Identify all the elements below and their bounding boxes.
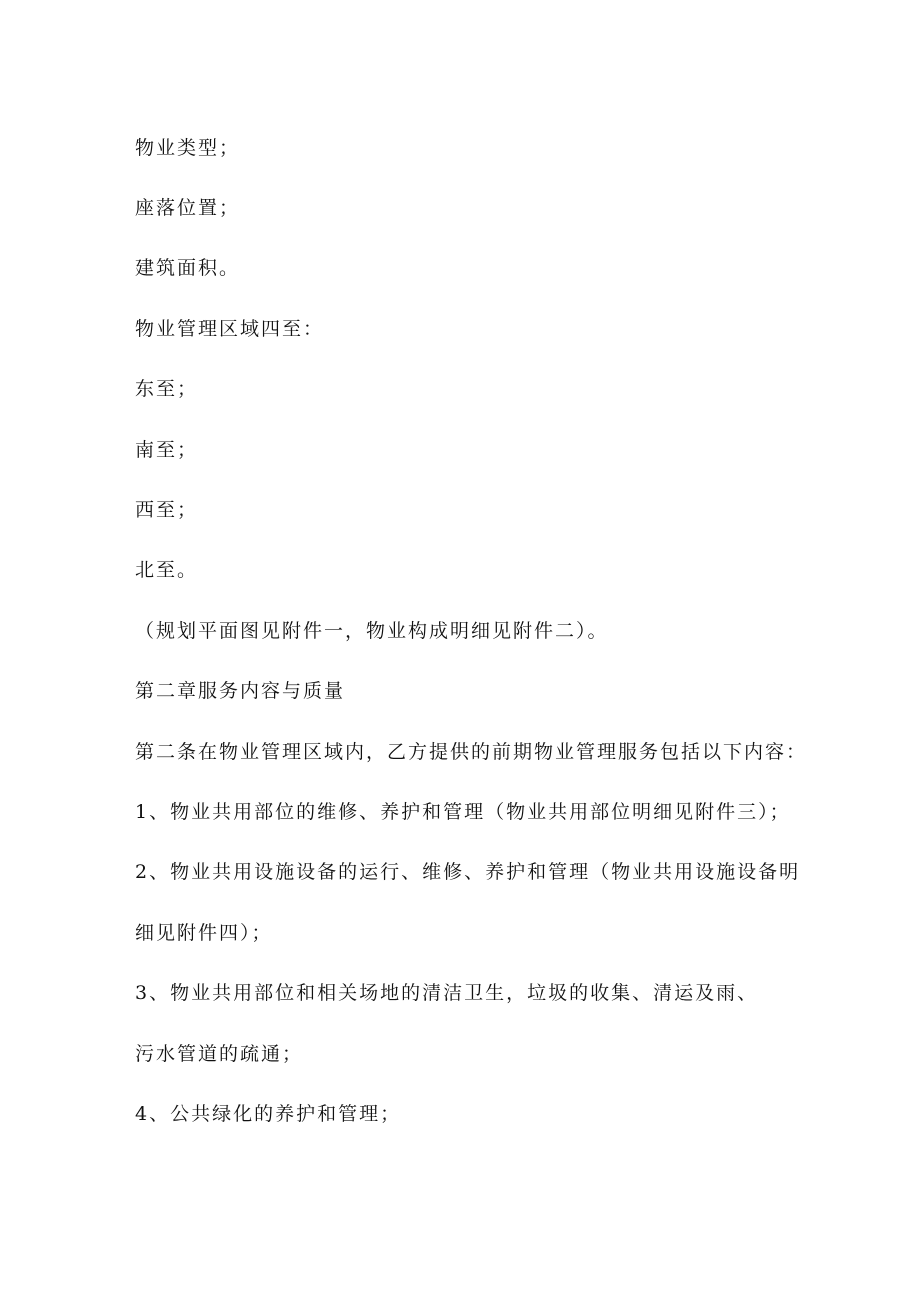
text-line-attachments-note: （规划平面图见附件一，物业构成明细见附件二）。 bbox=[135, 620, 609, 642]
text-line-west: 西至； bbox=[135, 499, 199, 521]
list-item-4: 4、公共绿化的养护和管理； bbox=[135, 1103, 402, 1125]
text-line-north: 北至。 bbox=[135, 559, 199, 581]
article-two-intro: 第二条在物业管理区域内，乙方提供的前期物业管理服务包括以下内容： bbox=[135, 741, 808, 763]
list-item-3-continued: 污水管道的疏通； bbox=[135, 1043, 304, 1065]
text-line-east: 东至； bbox=[135, 378, 199, 400]
list-item-2-continued: 细见附件四）； bbox=[135, 922, 273, 944]
text-line-building-area: 建筑面积。 bbox=[135, 257, 241, 279]
text-line-south: 南至； bbox=[135, 439, 199, 461]
list-item-1: 1、物业共用部位的维修、养护和管理（物业共用部位明细见附件三）； bbox=[135, 801, 791, 823]
text-line-location: 座落位置； bbox=[135, 197, 241, 219]
text-line-property-type: 物业类型； bbox=[135, 137, 241, 159]
list-item-2: 2、物业共用设施设备的运行、维修、养护和管理（物业共用设施设备明 bbox=[135, 861, 801, 883]
list-item-3: 3、物业共用部位和相关场地的清洁卫生，垃圾的收集、清运及雨、 bbox=[135, 982, 759, 1004]
text-line-boundaries-heading: 物业管理区域四至： bbox=[135, 318, 325, 340]
chapter-heading: 第二章服务内容与质量 bbox=[135, 680, 346, 702]
